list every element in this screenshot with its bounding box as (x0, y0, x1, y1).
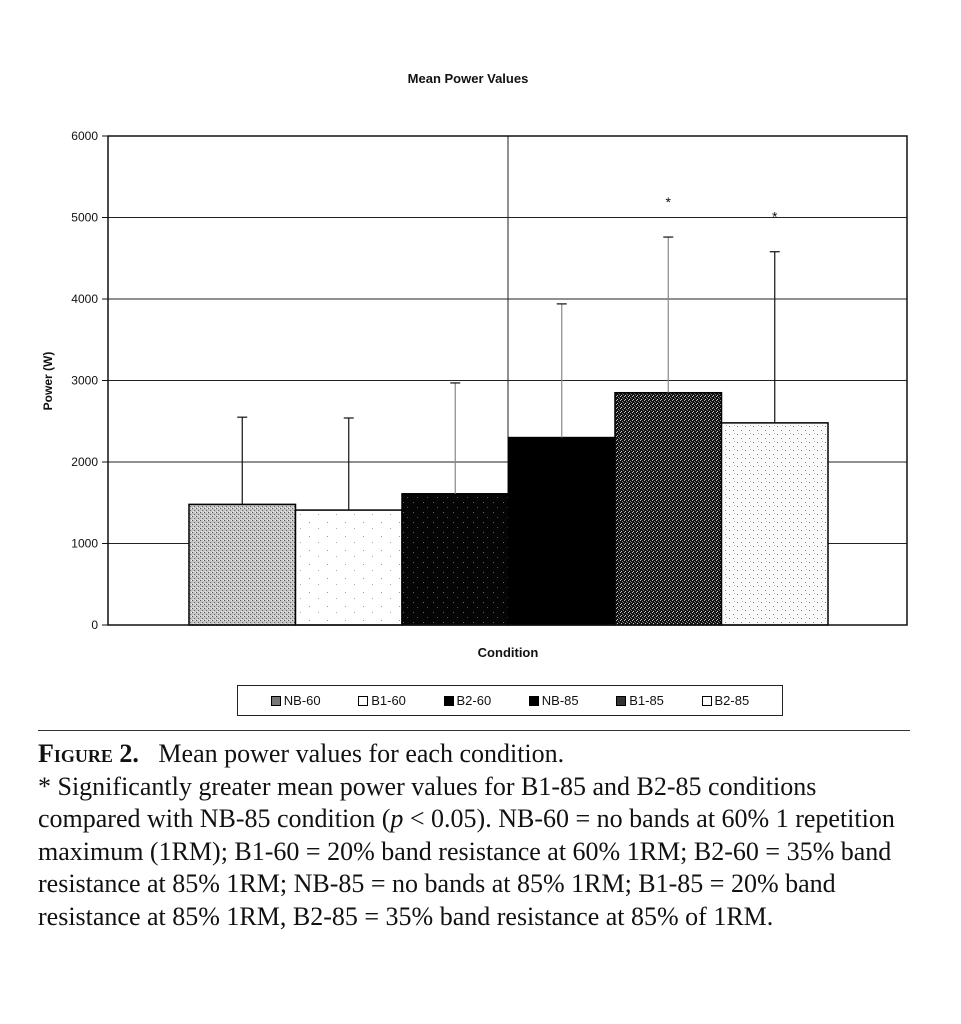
legend-label: B2-60 (456, 693, 492, 708)
legend-swatch (616, 696, 626, 706)
legend-swatch (529, 696, 539, 706)
y-tick-label: 0 (91, 618, 98, 632)
y-axis-label: Power (W) (41, 351, 55, 411)
bar-b1-85 (615, 393, 722, 625)
legend-label: NB-60 (283, 693, 321, 708)
caption-divider (38, 730, 910, 731)
legend-swatch (444, 696, 454, 706)
significance-marker: * (772, 208, 778, 225)
bar-b2-60 (402, 494, 509, 625)
legend-item-nb-60 (271, 693, 321, 708)
caption-body: * Significantly greater mean power values for B1-85 and B2-85 conditions compared with NB-85 condition ( (38, 771, 817, 833)
legend-label: B1-85 (629, 693, 664, 708)
bar-nb-60 (189, 504, 296, 625)
y-tick-label: 6000 (71, 129, 98, 143)
bar-b1-60 (296, 510, 403, 625)
figure-label: Figure 2. (38, 739, 139, 768)
y-tick-label: 5000 (71, 210, 98, 225)
legend-item-b2-60 (444, 693, 492, 708)
x-axis-label: Condition (477, 645, 539, 660)
legend (237, 685, 783, 716)
p-symbol: p (390, 804, 404, 833)
chart-title: Mean Power Values (407, 71, 529, 86)
legend-label: B2-85 (714, 693, 750, 708)
legend-item-b1-85 (616, 693, 664, 708)
y-tick-label: 3000 (71, 373, 98, 388)
legend-swatch (702, 696, 712, 706)
significance-marker: * (665, 194, 671, 211)
figure-caption (38, 738, 918, 933)
caption-body-end: < 0.05). NB-60 = no bands at 60% 1 repetition maximum (1RM); B1-60 = 20% band resistance at 60% 1RM; B2-60 = 35% band resistance at 85% 1RM; NB-85 = no bands at 85% 1RM; B1-85 = 20% band resistance at 85% 1RM, B2-85 = 35% band resistance at 85% of 1RM. (38, 804, 895, 931)
y-axis-ticks (71, 129, 108, 632)
legend-item-nb-85 (529, 693, 579, 708)
legend-label: B1-60 (371, 693, 406, 708)
legend-item-b2-85 (702, 693, 750, 708)
y-tick-label: 4000 (71, 292, 98, 306)
y-tick-label: 1000 (71, 536, 98, 551)
figure-title: Mean power values for each condition. (158, 739, 565, 768)
legend-item-b1-60 (358, 693, 406, 708)
bar-b2-85 (722, 423, 829, 625)
legend-label: NB-85 (541, 693, 579, 708)
legend-swatch (358, 696, 368, 706)
legend-swatch (271, 696, 281, 706)
y-tick-label: 2000 (71, 455, 98, 469)
bar-nb-85 (509, 438, 616, 625)
